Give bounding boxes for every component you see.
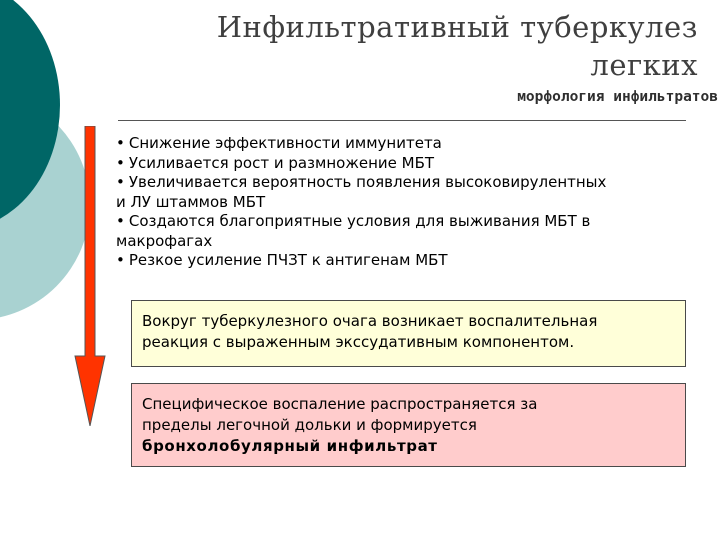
slide-subtitle: морфология инфильтратов bbox=[517, 89, 718, 105]
bullet-item-2: • Усиливается рост и размножение МБТ bbox=[116, 153, 435, 172]
bullet-item-3: • Увеличивается вероятность появления высоковирулентных bbox=[116, 173, 607, 191]
bullet-item-1: • Снижение эффективности иммунитета bbox=[116, 134, 442, 152]
bullet-dot-icon: • bbox=[116, 153, 125, 172]
bullet-item-4-continued: макрофагах bbox=[116, 231, 213, 250]
title-line-1: Инфильтративный туберкулез bbox=[216, 10, 698, 44]
box2-line-2: пределы легочной дольки и формируется bbox=[142, 416, 477, 434]
bullet-item-3-continued: и ЛУ штаммов МБТ bbox=[116, 192, 266, 211]
box1-line-2: реакция с выраженным экссудативным компонентом. bbox=[142, 333, 575, 351]
box1-line-1: Вокруг туберкулезного очага возникает воспалительная bbox=[142, 312, 598, 330]
bullet-item-5: • Резкое усиление ПЧЗТ к антигенам МБТ bbox=[116, 251, 448, 269]
box2-line-3-bold: бронхолобулярный инфильтрат bbox=[142, 437, 438, 455]
bullet-list bbox=[116, 134, 701, 271]
title-line-2: легких bbox=[590, 48, 698, 82]
exudative-reaction-box bbox=[131, 300, 686, 367]
box2-line-1: Специфическое воспаление распространяется за bbox=[142, 395, 538, 413]
bullet-dot-icon: • bbox=[116, 212, 125, 230]
bronchlobular-infiltrate-box bbox=[131, 383, 686, 467]
slide-title bbox=[170, 8, 698, 84]
bullet-dot-icon: • bbox=[116, 251, 125, 269]
down-arrow-icon bbox=[74, 126, 106, 426]
title-divider bbox=[118, 120, 686, 121]
bullet-dot-icon: • bbox=[116, 173, 125, 191]
bullet-item-4: • Создаются благоприятные условия для выживания МБТ в bbox=[116, 212, 591, 230]
bullet-dot-icon: • bbox=[116, 134, 125, 152]
